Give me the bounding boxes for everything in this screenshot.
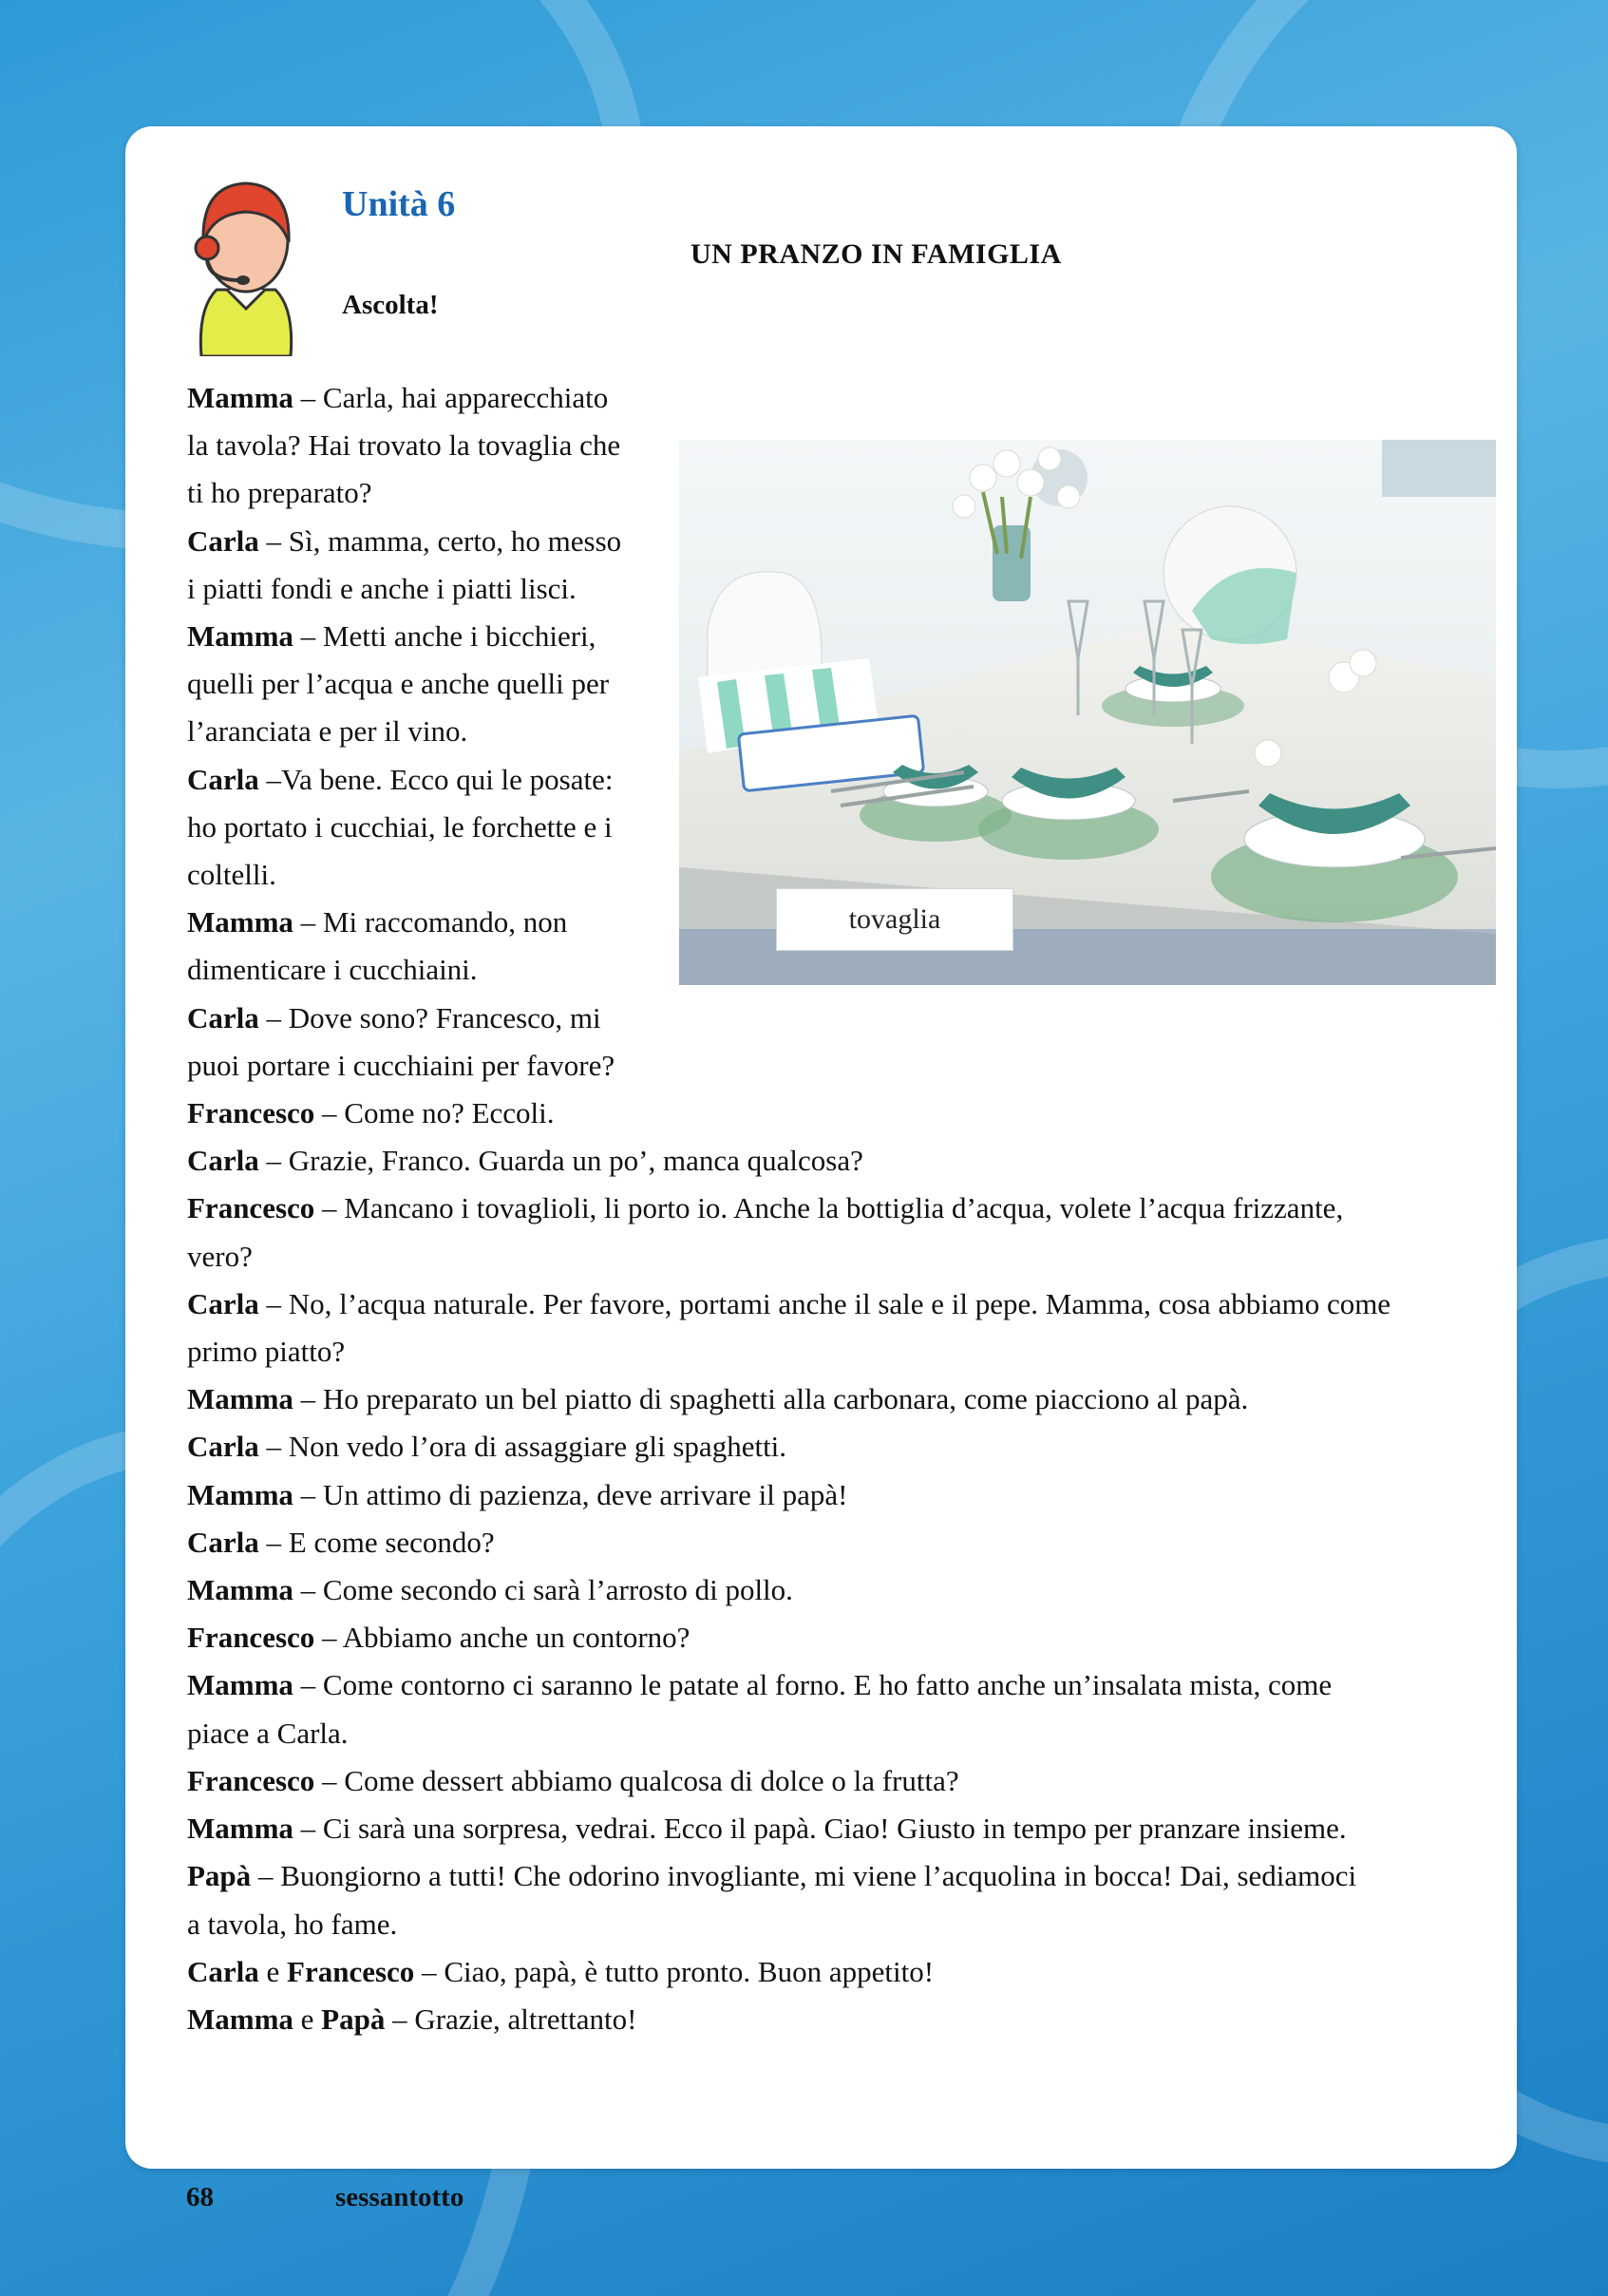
speaker-name: Francesco xyxy=(287,1954,415,1988)
dialogue-text-run: – Come secondo ci sarà l’arrosto di pollo. xyxy=(293,1573,793,1607)
page-title: UN PRANZO IN FAMIGLIA xyxy=(690,238,1062,270)
dialogue-line xyxy=(187,1996,1522,2043)
dialogue-line xyxy=(187,1090,714,1137)
speaker-name: Carla xyxy=(187,1144,259,1178)
dialogue-text-run: i piatti fondi e anche i piatti lisci. xyxy=(187,571,577,605)
dialogue-line xyxy=(187,995,714,1042)
speaker-name: Mamma xyxy=(187,1812,293,1846)
speaker-name: Mamma xyxy=(187,905,293,939)
dialogue-text-run: – No, l’acqua naturale. Per favore, portami anche il sale e il pepe. Mamma, cosa abbiamo come xyxy=(258,1286,1391,1320)
speaker-name: Mamma xyxy=(187,1477,293,1511)
speaker-name: Mamma xyxy=(187,381,293,414)
speaker-name: Mamma xyxy=(187,1573,293,1607)
dialogue-line xyxy=(187,518,714,565)
speaker-name: Papà xyxy=(187,1859,252,1893)
page-number-words: sessantotto xyxy=(335,2182,464,2212)
speaker-name: Carla xyxy=(187,1286,259,1320)
dialogue-text-run: – Dove sono? Francesco, mi xyxy=(258,1000,601,1034)
dialogue-line xyxy=(187,1042,714,1090)
dialogue-text-run: – Non vedo l’ora di assaggiare gli spaghetti. xyxy=(258,1430,787,1464)
dialogue-text-run: –Va bene. Ecco qui le posate: xyxy=(258,762,614,796)
speaker-name: Francesco xyxy=(187,1621,315,1655)
dialogue-text-run: primo piatto? xyxy=(187,1335,346,1369)
dialogue-text-run: – Ciao, papà, è tutto pronto. Buon appetito! xyxy=(414,1954,935,1988)
speaker-name: Mamma xyxy=(187,619,293,654)
dialogue-text-run: a tavola, ho fame. xyxy=(187,1907,398,1941)
speaker-name: Carla xyxy=(187,1954,259,1988)
dialogue-line xyxy=(187,422,714,469)
dialogue-line xyxy=(187,374,714,422)
dialogue-text-run: – Un attimo di pazienza, deve arrivare il papà! xyxy=(293,1477,848,1511)
dialogue-text-run: piace a Carla. xyxy=(187,1716,349,1750)
dialogue-line xyxy=(187,1471,1522,1519)
dialogue-line xyxy=(187,708,714,755)
dialogue-line xyxy=(187,1376,1522,1423)
dialogue-text-run: puoi portare i cucchiaini per favore? xyxy=(187,1048,615,1082)
image-caption-label: tovaglia xyxy=(776,888,1013,951)
speaker-name: Mamma xyxy=(187,1668,293,1702)
dialogue-text-run: ho portato i cucchiai, le forchette e i xyxy=(187,809,613,844)
dialogue-line xyxy=(187,660,714,708)
dialogue-line xyxy=(187,899,714,946)
dialogue-line xyxy=(187,804,714,851)
dialogue-text-run: vero? xyxy=(187,1239,253,1273)
dialogue-text-run: – Metti anche i bicchieri, xyxy=(293,619,596,654)
dialogue-text-run: – Mancano i tovaglioli, li porto io. Anche la bottiglia d’acqua, volete l’acqua frizzante, xyxy=(314,1191,1344,1225)
dialogue-text-run: l’aranciata e per il vino. xyxy=(187,714,468,749)
dialogue-text-run: – Come dessert abbiamo qualcosa di dolce o la frutta? xyxy=(314,1763,959,1797)
dialogue-text-run: – Ho preparato un bel piatto di spaghetti alla carbonara, come piacciono al papà. xyxy=(293,1382,1249,1416)
page-number: 68 xyxy=(186,2182,214,2212)
dialogue-line xyxy=(187,1710,1522,1757)
dialogue-line xyxy=(187,469,714,517)
dialogue-text-run: ti ho preparato? xyxy=(187,476,372,510)
dialogue-text-run: – E come secondo? xyxy=(258,1525,495,1559)
dialogue-text-run: – Abbiamo anche un contorno? xyxy=(314,1621,690,1655)
dialogue-text-run: coltelli. xyxy=(187,858,276,892)
dialogue-line xyxy=(187,1852,1522,1900)
dialogue-text-run: – Sì, mamma, certo, ho messo xyxy=(258,523,622,558)
speaker-name: Francesco xyxy=(187,1096,315,1130)
dialogue-line xyxy=(187,565,714,613)
dialogue-text-run: – Grazie, Franco. Guarda un po’, manca qualcosa? xyxy=(258,1144,863,1178)
dialogue-text-run: la tavola? Hai trovato la tovaglia che xyxy=(187,428,621,463)
dialogue-line xyxy=(187,1566,1522,1614)
dialogue-line xyxy=(187,851,714,899)
dialogue-line xyxy=(187,613,714,660)
dialogue-text-run: quelli per l’acqua e anche quelli per xyxy=(187,667,610,701)
speaker-name: Carla xyxy=(187,523,259,558)
dialogue-line xyxy=(187,1423,1522,1471)
page-sheet xyxy=(125,126,1517,2169)
speaker-name: Francesco xyxy=(187,1763,315,1797)
dialogue-text-run: – Come contorno ci saranno le patate al forno. E ho fatto anche un’insalata mista, come xyxy=(293,1668,1333,1702)
speaker-name: Papà xyxy=(321,2002,386,2036)
dialogue-line xyxy=(187,1185,1522,1232)
dialogue-line xyxy=(187,1948,1522,1996)
listening-character-icon xyxy=(184,166,308,356)
listen-instruction: Ascolta! xyxy=(342,290,439,320)
dialogue-line xyxy=(187,1805,1522,1852)
unit-title: Unità 6 xyxy=(342,184,456,224)
speaker-name: Carla xyxy=(187,1430,259,1464)
speaker-name: Francesco xyxy=(187,1191,315,1225)
dialogue-line xyxy=(187,756,714,804)
dialogue-text-run: – Grazie, altrettanto! xyxy=(385,2002,637,2036)
speaker-name: Carla xyxy=(187,762,259,796)
dialogue-line xyxy=(187,1281,1522,1328)
speaker-name: Mamma xyxy=(187,2002,293,2036)
dialogue-text-run: – Ci sarà una sorpresa, vedrai. Ecco il papà. Ciao! Giusto in tempo per pranzare insieme. xyxy=(293,1812,1347,1846)
dialogue-text-run: – Come no? Eccoli. xyxy=(314,1096,555,1130)
dialogue-line xyxy=(187,946,714,994)
dialogue-text-run: e xyxy=(293,2002,322,2036)
dialogue-text-run: – Carla, hai apparecchiato xyxy=(293,381,609,414)
speaker-name: Carla xyxy=(187,1000,259,1034)
dialogue-text-run: – Buongiorno a tutti! Che odorino invogliante, mi viene l’acquolina in bocca! Dai, sediamoci xyxy=(251,1859,1357,1893)
dialogue-text-run: e xyxy=(258,1954,288,1988)
dialogue-text-run: dimenticare i cucchiaini. xyxy=(187,953,478,987)
dialogue-line xyxy=(187,1519,1522,1566)
dialogue-line xyxy=(187,1233,1522,1281)
dialogue-line xyxy=(187,1328,1522,1376)
dialogue-line xyxy=(187,1757,1522,1805)
dialogue-text xyxy=(187,374,1588,2043)
dialogue-line xyxy=(187,1614,1522,1661)
speaker-name: Carla xyxy=(187,1525,259,1559)
dialogue-line xyxy=(187,1901,1522,1948)
speaker-name: Mamma xyxy=(187,1382,293,1416)
dialogue-text-run: – Mi raccomando, non xyxy=(293,905,568,939)
dialogue-line xyxy=(187,1137,1522,1185)
dialogue-line xyxy=(187,1661,1522,1709)
